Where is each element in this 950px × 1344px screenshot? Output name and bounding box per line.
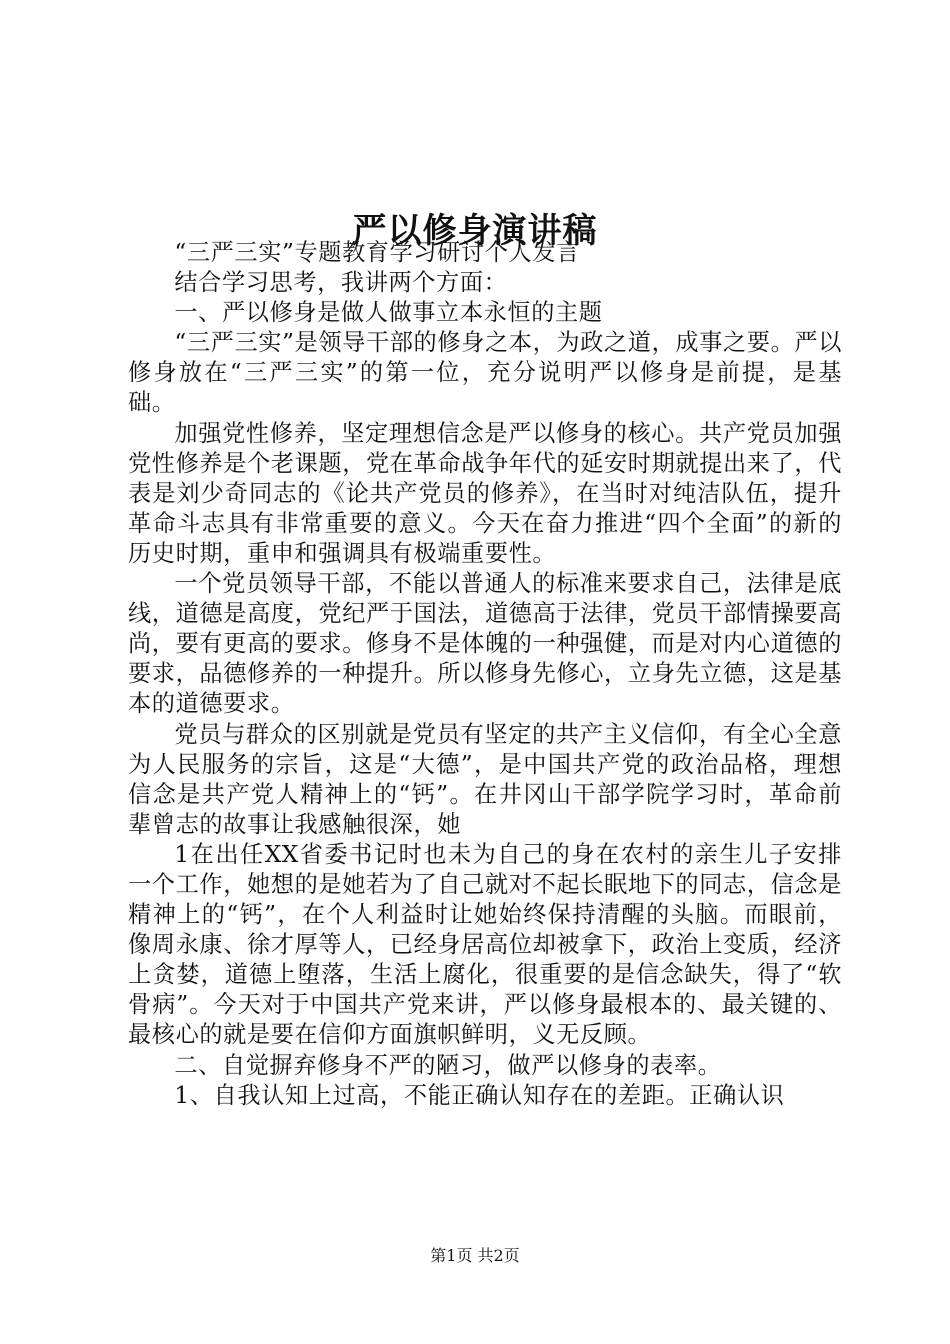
paragraph-intro: 结合学习思考，我讲两个方面： [174,269,508,297]
paragraph-subtitle: “三严三实”专题教育学习研讨个人发言 [174,239,580,266]
paragraph: 1、自我认知上过高，不能正确认知存在的差距。正确认识 [174,1081,785,1109]
paragraph: 党员与群众的区别就是党员有坚定的共产主义信仰，有全心全意为人民服务的宗旨，这是“大德”，是中国共产党的政治品格，理想信念是共产党人精神上的“钙”。在井冈山干部学院学习时，革命前辈曾志的故事让我感触很深，她 [128,720,842,838]
section-heading-two: 二、自觉摒弃修身不严的陋习，做严以修身的表率。 [174,1051,722,1079]
paragraph: 加强党性修养，坚定理想信念是严以修身的核心。共产党员加强党性修养是个老课题，党在革命战争年代的延安时期就提出来了，代表是刘少奇同志的《论共产党员的修养》，在当时对纯洁队伍，提升革命斗志具有非常重要的意义。今天在奋力推进“四个全面”的新的历史时期，重申和强调具有极端重要性。 [128,419,842,567]
paragraph: “三严三实”是领导干部的修身之本，为政之道，成事之要。严以修身放在“三严三实”的第一位，充分说明严以修身是前提，是基础。 [128,329,842,417]
document-body [128,238,842,1111]
document-title: 严以修身演讲稿 [352,210,598,251]
paragraph: 一个党员领导干部，不能以普通人的标准来要求自己，法律是底线，道德是高度，党纪严于国法，道德高于法律，党员干部情操要高尚，要有更高的要求。修身不是体魄的一种强健，而是对内心道德的要求，品德修养的一种提升。所以修身先修心，立身先立德，这是基本的道德要求。 [128,570,842,718]
paragraph: 1在出任XX省委书记时也未为自己的身在农村的亲生儿子安排一个工作，她想的是她若为了自己就对不起长眠地下的同志，信念是精神上的“钙”，在个人利益时让她始终保持清醒的头脑。而眼前，像周永康、徐才厚等人，已经身居高位却被拿下，政治上变质，经济上贪婪，道德上堕落，生活上腐化，很重要的是信念缺失，得了“软骨病”。今天对于中国共产党来讲，严以修身最根本的、最关键的、最核心的就是要在信仰方面旗帜鲜明，义无反顾。 [128,840,842,1049]
page-number-footer: 第1页 共2页 [430,1246,520,1265]
section-heading-one: 一、严以修身是做人做事立本永恒的主题 [174,299,603,327]
